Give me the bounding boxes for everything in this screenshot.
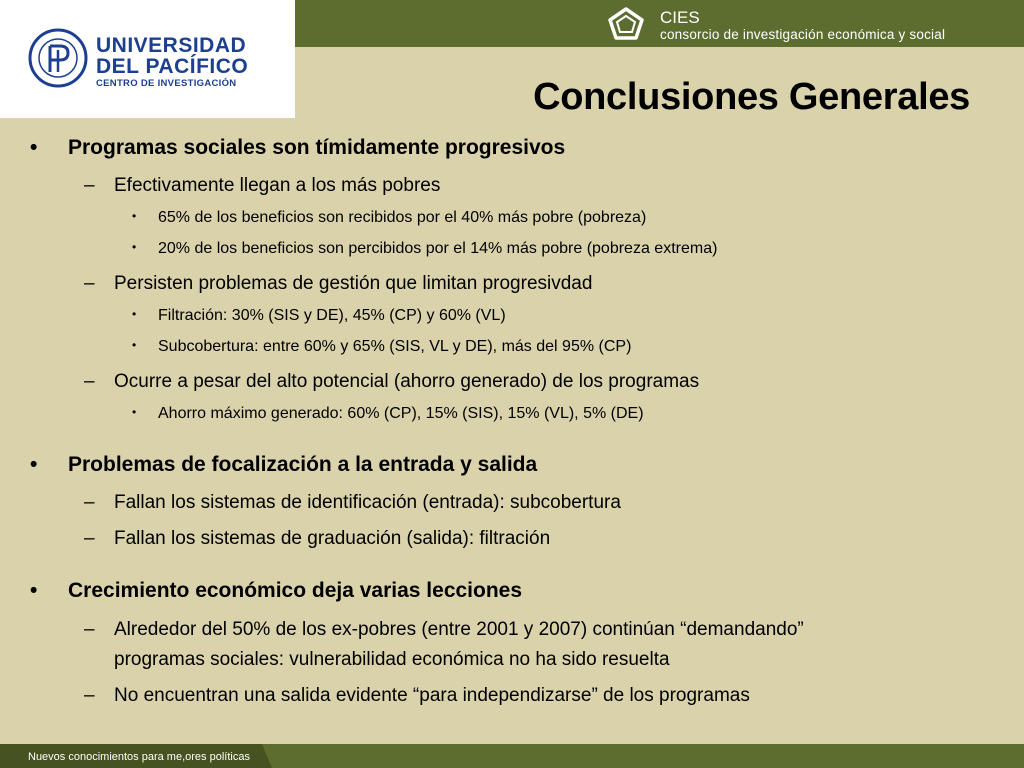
sub-list-item: • 65% de los beneficios son recibidos por el 40% más pobre (pobreza) — [132, 209, 647, 226]
footer-slogan: Nuevos conocimientos para me,ores políticas — [28, 751, 250, 763]
list-item: – Fallan los sistemas de identificación (entrada): subcobertura — [114, 489, 621, 516]
bullet-marker: • — [132, 405, 137, 419]
bullet-marker: • — [132, 338, 137, 352]
university-logo — [0, 0, 295, 118]
dash-marker: – — [84, 371, 95, 392]
dash-marker: – — [84, 619, 95, 640]
bullet-marker: • — [132, 209, 137, 223]
dash-marker: – — [84, 175, 95, 196]
sub-list-item: • 20% de los beneficios son percibidos por el 14% más pobre (pobreza extrema) — [132, 240, 718, 257]
university-line2: DEL PACÍFICO — [96, 55, 249, 78]
cies-name: CIES — [660, 8, 700, 27]
dash-marker: – — [84, 528, 95, 549]
slide-title: Conclusiones Generales — [533, 76, 970, 118]
section-heading: • Problemas de focalización a la entrada y salida — [30, 453, 538, 476]
sub-list-item: • Filtración: 30% (SIS y DE), 45% (CP) y 60% (VL) — [132, 307, 506, 324]
university-line3: CENTRO DE INVESTIGACIÓN — [96, 78, 237, 89]
university-wordmark — [96, 35, 248, 90]
bullet-marker: • — [132, 240, 137, 254]
university-seal-icon — [28, 28, 88, 88]
bullet-marker: • — [30, 136, 38, 159]
bullet-marker: • — [30, 579, 38, 602]
bullet-marker: • — [132, 307, 137, 321]
section-heading: • Crecimiento económico deja varias lecciones — [30, 579, 523, 602]
dash-marker: – — [84, 685, 95, 706]
dash-marker: – — [84, 492, 95, 513]
list-item: – Alrededor del 50% de los ex-pobres (entre 2001 y 2007) continúan “demandando” — [114, 616, 804, 643]
cies-pentagon-icon — [608, 7, 644, 41]
list-item: – Fallan los sistemas de graduación (salida): filtración — [114, 525, 550, 552]
sub-list-item: • Ahorro máximo generado: 60% (CP), 15% (SIS), 15% (VL), 5% (DE) — [132, 405, 644, 422]
sub-list-item: • Subcobertura: entre 60% y 65% (SIS, VL y DE), más del 95% (CP) — [132, 338, 632, 355]
list-item: – Efectivamente llegan a los más pobres — [114, 172, 440, 199]
section-heading: • Programas sociales son tímidamente progresivos — [30, 136, 566, 159]
university-line1: UNIVERSIDAD — [96, 34, 247, 57]
list-item: – Persisten problemas de gestión que limitan progresivdad — [114, 270, 592, 297]
list-item: – No encuentran una salida evidente “para independizarse” de los programas — [114, 682, 750, 709]
list-item: – Ocurre a pesar del alto potencial (ahorro generado) de los programas — [114, 368, 699, 395]
dash-marker: – — [84, 273, 95, 294]
cies-tagline: consorcio de investigación económica y social — [660, 27, 946, 42]
list-item-continuation: programas sociales: vulnerabilidad económica no ha sido resuelta — [114, 649, 670, 670]
bullet-marker: • — [30, 453, 38, 476]
